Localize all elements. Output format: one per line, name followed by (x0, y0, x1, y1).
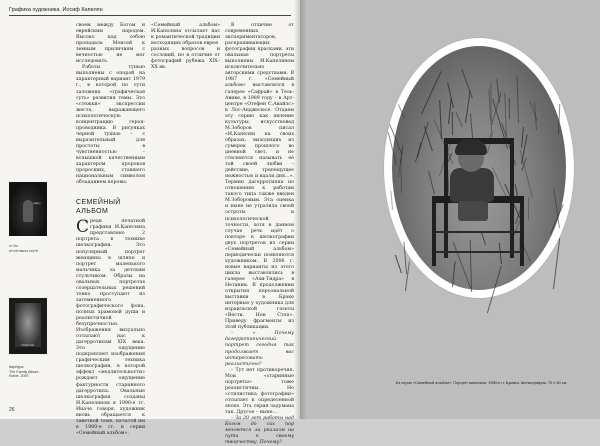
paragraph: разных вопросов и сословий, но в отличие от фотографий рубежа XIX–XX вв. (151, 47, 220, 71)
paragraph: Работы тушью выполнены с опорой на характерный вариант 1979 г., в которой по сути заложена «графическая суть» развития темы. Это «стежки» экспрессии жеста, выражающего психологическую концентрацию героя-проводника. В рисунках черной тушью – с выразительный для простоты в чувственностью – вспышкой качественным характером пророков проросших, ставшего национальным символом обладанием керовы. (76, 65, 145, 186)
chair-rung (436, 251, 522, 253)
grass-stroke (400, 149, 403, 165)
grass-stroke (453, 242, 471, 288)
page-number: 26 (9, 407, 15, 413)
grass-stroke (482, 233, 487, 246)
paragraph-text: реди печатной графики И.Капеляна представлено 2 портрета в технике шелкографии. Это популярный портрет женщины в шляпе и портрет маленького мальчика за детским стульчиком. Образы на овальных портретах созерцательных решений тонко проступают из затемненного фотографического фона, полных храмовой души и реалистичной безупречностью. Изображения визуально отсылают нас к дагерротипам XIX века. Это ощущение подкрепляет изображения графическим техника шелкографии, в которой эффект «медлительности» рождает ощущение фактурности старинного дагерротипа. Овальные шелкографии созданы И.Капеляном в 1990-е гг. Иначе говоря, художник вновь обращается к заветной теме, начатой им в 1980-е гг. в серии «Семейный альбом». (76, 219, 145, 436)
grass-stroke (521, 127, 524, 148)
grass-stroke (452, 262, 456, 288)
grass-stroke (415, 122, 429, 162)
grass-stroke (461, 68, 473, 98)
chair-rung (436, 231, 522, 233)
paragraph: – « Почему дагерротипический портрет сегодня так продолжает вас интересовать реалистично? (225, 331, 294, 367)
grass-stroke (456, 112, 463, 127)
paragraph: своем между Богом и еврейским народом. Высоко над собою пропадала Моисей к земным приличиям с вечностью не мог исследовать. (76, 23, 145, 65)
thumbnail-label: gallery (33, 202, 41, 205)
drop-cap: С (76, 217, 90, 238)
thumbnail-image (9, 298, 47, 354)
text-column-2 (151, 23, 220, 408)
grass-stroke (490, 83, 492, 131)
grass-stroke (428, 171, 435, 195)
paragraph: «Семейный альбом» И.Капеляна отсылает нас к романтической традиции восходящих образов еврея (151, 23, 220, 47)
section-heading: СЕМЕЙНЫЙ АЛЬБОМ (76, 199, 121, 216)
paragraph: – Тут нет противоречия. Мои «старинные портреты» тоже реалистичны. Но «стилистика фотографии» отсылает к определенной эпохе. Эта серия задумана так. Другое – ныне... (225, 367, 294, 415)
grass-stroke (452, 112, 453, 135)
paragraph: – За 20 лет работы над Богом до сих пор меняется ли реализм на пути к своему творчеству. Почему? (225, 416, 294, 446)
child-body (450, 168, 494, 202)
thumbnail-image (9, 182, 47, 236)
child-cap (455, 139, 487, 155)
paragraph (76, 219, 145, 437)
thumbnail-caption: Кaprtypa The Family Album. Echet. 2007. (9, 365, 40, 378)
oval-portrait-photo (392, 46, 566, 290)
grass-stroke (516, 76, 518, 123)
grass-stroke (523, 246, 531, 262)
grass-stroke (509, 98, 510, 119)
grass-stroke (528, 197, 529, 220)
text-column-3 (225, 23, 294, 446)
grass-stroke (470, 240, 472, 292)
child-legs (458, 201, 488, 221)
paragraph: В отличие от современных экспериментаторов, раскрашивающих фотографии красками, эти овальные портреты выполнены И.Капеляном исключительно авторскими средствами. В 1987 г. «Семейный альбом» выставлялся в галерее «Сафрай» в Тель-Авиве, в 1989 году – в Арт-центре «Отефен С.Авайлс» в Лос-Анджелесе. Отдаем эту серию как явление культуры, искусствовед М.Зоборов писал «И.Капелян на своих образах, выходящих из сумерек прошлого во дневной свет, и не стесняется называть её той своей любви – действие, трепещущее нежностью и вдали дня...». Термин дагерротипна по отношению к работам такого типа также введен М.Зоборовым. Эта оценка и ныне не утратила своей остроты и психологической точности, хотя в данном случае речь идёт о повторе в шелкографии двух портретов из серии «Семейный альбом» периодически появляются художником. В 2006 г. новые варианты из этого цикла выставлялись в галерее «Ахи-Тидра» в Нетании. В продолжении открытия персональной выставки в Браке интервью у художника для израильской газеты «Вести. Нон Стоп». Приведу фрагменты из этой публикации. (225, 23, 294, 331)
text-column-1 (76, 23, 145, 436)
thumbnail-portrait (15, 303, 41, 347)
running-head: Графика художника. Иосиф Капелян (9, 7, 291, 16)
grass-stroke (499, 243, 502, 264)
thumbnail-figure (23, 200, 33, 222)
thumbnail-caption: גלריה תיקים המשפחתיים (9, 244, 39, 253)
photo-caption: Из серии «Семейный альбом». Портрет мальчика. 1990-е гг. Бумага. Шелкография. 70 х 50 см (395, 380, 567, 385)
thumbnail-label: KAPELYAN (21, 344, 35, 347)
